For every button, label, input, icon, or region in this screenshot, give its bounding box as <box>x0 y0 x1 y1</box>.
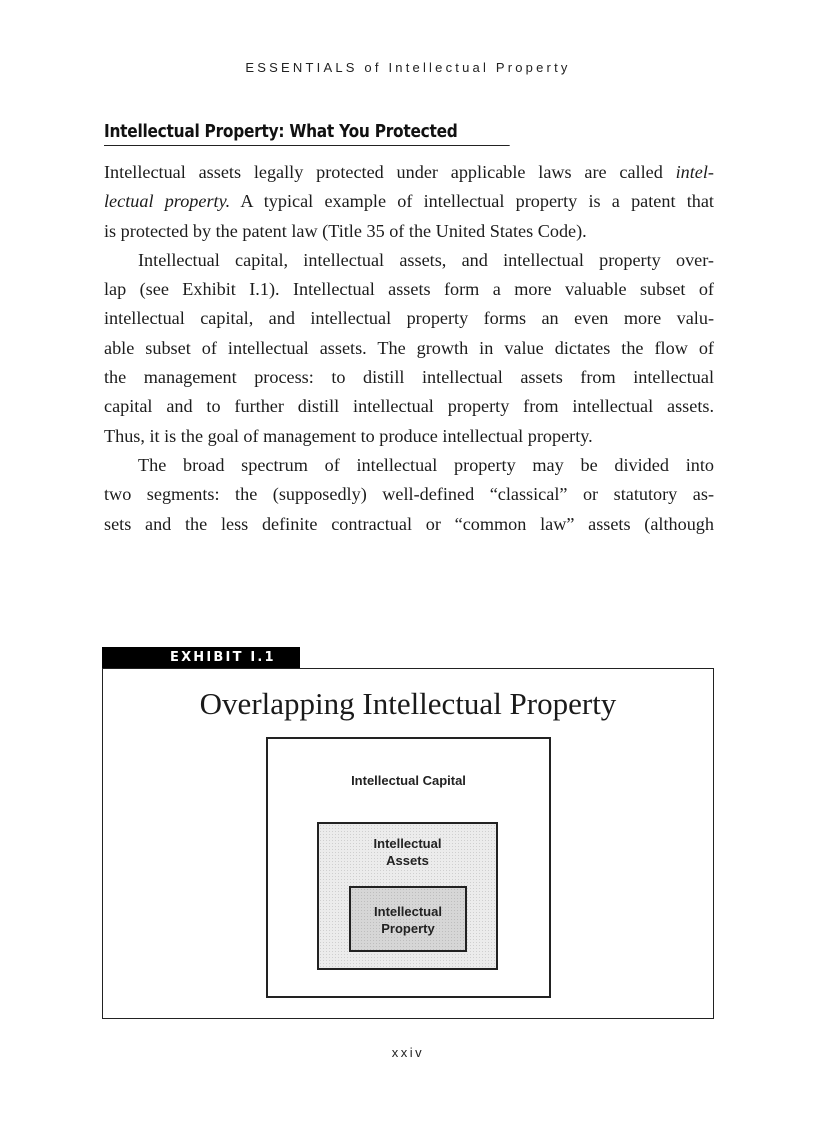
paragraph-1-line-3: is protected by the patent law (Title 35 of the United States Code). <box>104 220 587 241</box>
intellectual-assets-label: Intellectual Assets <box>373 836 442 868</box>
paragraph-2-line-4: able subset of intellectual assets. The growth in value dictates the flow of <box>104 337 714 358</box>
paragraph-3-line-2: two segments: the (supposedly) well-defined “classical” or statutory as- <box>104 484 714 505</box>
page-number: xxiv <box>391 1045 425 1060</box>
exhibit-label: EXHIBIT I.1 <box>102 647 300 669</box>
paragraph-2-line-5: the management process: to distill intellectual assets from intellectual <box>104 367 714 388</box>
paragraph-2-line-6: capital and to further distill intellectual property from intellectual assets. <box>104 396 714 417</box>
intellectual-property-label: Intellectual Property <box>374 904 442 936</box>
italic-term: intel- <box>675 162 714 182</box>
intellectual-capital-label: Intellectual Capital <box>351 773 466 788</box>
paragraph-2-line-7: Thus, it is the goal of management to produce intellectual property. <box>104 425 593 446</box>
section-heading: Intellectual Property: What You Protected <box>104 122 510 146</box>
paragraph-3-line-1: The broad spectrum of intellectual property may be divided into <box>138 454 714 475</box>
exhibit-title: Overlapping Intellectual Property <box>199 686 617 721</box>
paragraph-1-line-2: lectual property. A typical example of intellectual property is a patent that <box>104 191 714 212</box>
paragraph-1-line-1: Intellectual assets legally protected under applicable laws are called intel- <box>104 162 714 182</box>
body-text <box>104 158 714 539</box>
italic-term: lectual property. <box>104 191 231 212</box>
running-head: ESSENTIALS of Intellectual Property <box>245 60 571 75</box>
paragraph-2-line-2: lap (see Exhibit I.1). Intellectual assets form a more valuable subset of <box>104 279 714 300</box>
intellectual-property-box <box>349 886 467 952</box>
paragraph-3-line-3: sets and the less definite contractual or “common law” assets (although <box>104 513 714 534</box>
paragraph-2-line-3: intellectual capital, and intellectual property forms an even more valu- <box>104 308 714 329</box>
paragraph-2-line-1: Intellectual capital, intellectual assets, and intellectual property over- <box>138 249 714 270</box>
